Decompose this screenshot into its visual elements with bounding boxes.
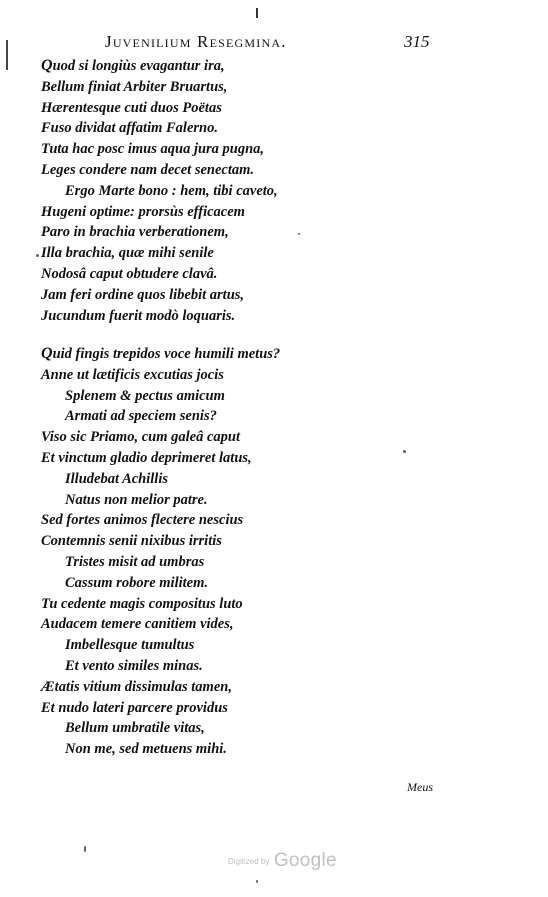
digitized-by-label: Digitized by [228,857,270,866]
ink-speck [298,233,300,235]
verse-line: Bellum umbratile vitas, [65,720,205,737]
verse-line: Tu cedente magis compositus luto [41,595,243,612]
verse-line: Non me, sed metuens mihi. [65,741,227,758]
verse-line: Nodosâ caput obtudere clavâ. [41,266,218,282]
verse-line: Anne ut lætificis excutias jocis [41,366,224,383]
ink-speck [84,846,86,852]
verse-line: Cassum robore militem. [65,574,209,591]
margin-mark [6,40,8,70]
ink-speck [256,880,258,883]
verse-line: Viso sic Priamo, cum galeâ caput [41,429,240,446]
verse-line: Imbellesque tumultus [65,637,195,654]
verse-line: Illa brachia, quæ mihi senile [41,245,214,262]
verse-line: Illudebat Achillis [65,470,168,487]
ink-speck [36,254,39,257]
print-mark [256,8,258,18]
verse-line: Jucundum fuerit modò loquaris. [41,307,236,324]
verse-line: Sed fortes animos flectere nescius [41,512,244,529]
verse-line: Splenem & pectus amicum [65,387,225,404]
verse-line: Armati ad speciem senis? [65,408,217,425]
google-logo: Google [273,850,337,871]
verse-line: Ergo Marte bono : hem, tibi caveto, [65,182,278,199]
verse-line: Tristes misit ad umbras [65,554,205,570]
digitization-watermark [228,850,337,872]
verse-line: Bellum finiat Arbiter Bruartus, [41,78,228,95]
page-number: 315 [404,32,430,51]
catchword: Meus [407,780,433,794]
verse-line: Fuso dividat affatim Falerno. [41,120,218,137]
verse-line: Audacem temere canitiem vides, [41,616,234,633]
verse-line: Et nudo lateri parcere providus [41,699,228,716]
verse-line: Contemnis senii nixibus irritis [41,533,222,550]
verse-line: Quid fingis trepidos voce humili metus? [41,345,281,362]
verse-line: Ætatis vitium dissimulas tamen, [41,678,232,695]
verse-line: Tuta hac posc imus aqua jura pugna, [41,141,265,158]
verse-line: Et vinctum gladio deprimeret latus, [41,450,252,466]
verse-line: Paro in brachia verberationem, [41,224,229,241]
verse-line: Leges condere nam decet senectam. [41,162,255,178]
ink-speck [403,450,406,453]
verse-line: Natus non melior patre. [65,491,208,508]
verse-line: Hugeni optime: prorsùs efficacem [41,203,245,220]
verse-line: Jam feri ordine quos libebit artus, [41,286,245,303]
verse-line: Et vento similes minas. [65,658,203,674]
running-header: Juvenilium Resegmina. [105,32,287,51]
verse-line: Quod si longiùs evagantur ira, [41,57,225,74]
verse-line: Hærentesque cuti duos Poëtas [41,99,222,116]
